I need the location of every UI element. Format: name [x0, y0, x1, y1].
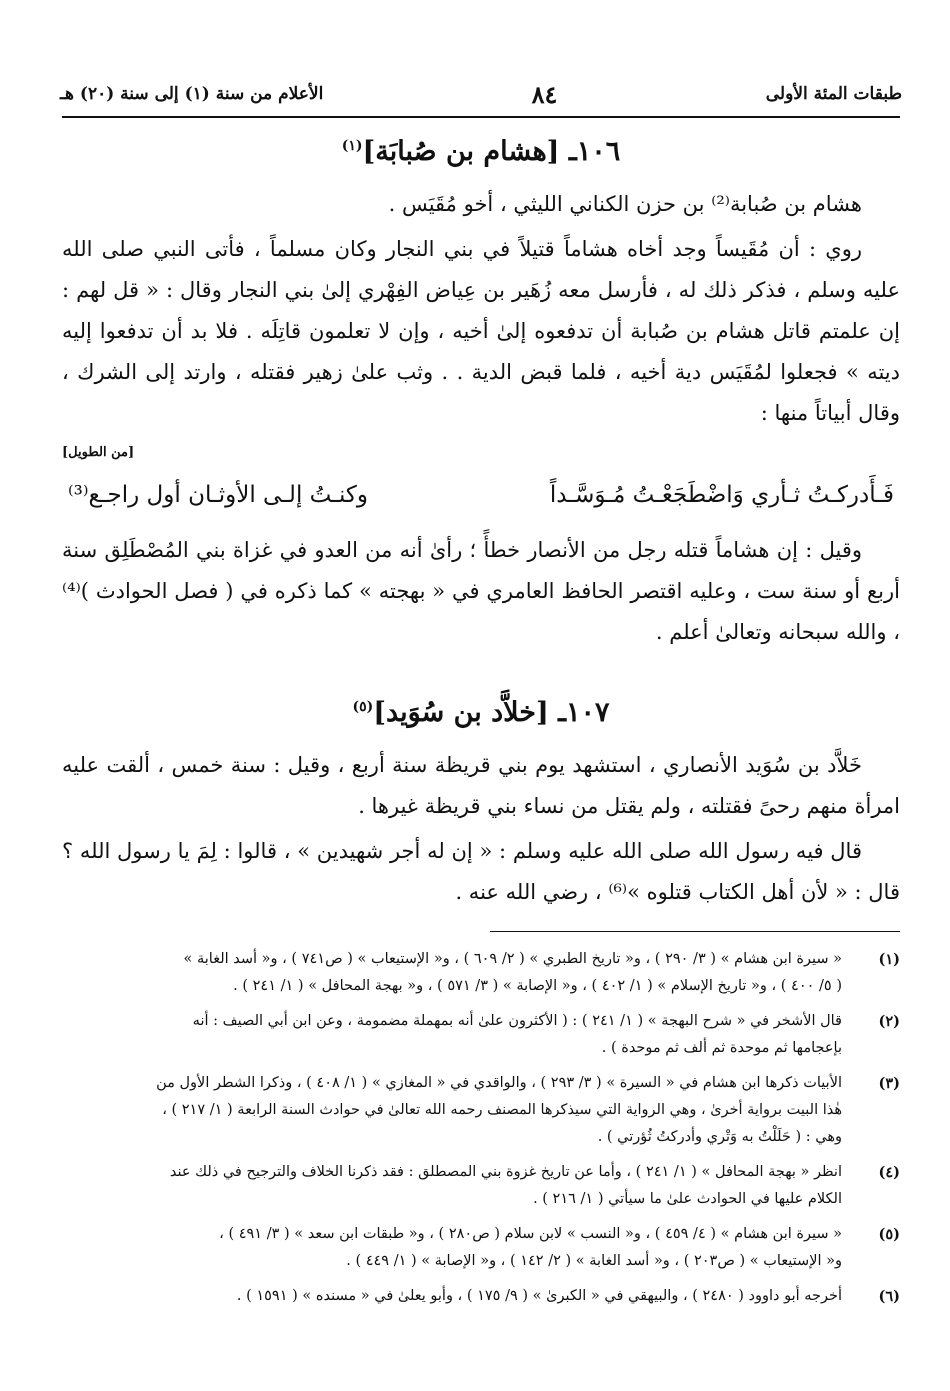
- header-rule: [62, 116, 900, 118]
- footnote: [62, 1008, 900, 1062]
- footnote-line: قال الأشخر في « شرح البهجة » ( ١/ ٢٤١ ) : ( الأكثرون علىٰ أنه بمهملة مضمومة ، وعن ابن أبي الصيف : أنه: [192, 1013, 842, 1029]
- footnote-line: « سيرة ابن هشام » ( ٣/ ٢٩٠ ) ، و« تاريخ الطبري » ( ٢/ ٦٠٩ ) ، و« الإستيعاب » ( ص٧٤١ ) ، و« أسد الغابة »: [183, 951, 842, 967]
- footnote-rule: [490, 931, 900, 932]
- page-number: ٨٤: [531, 79, 558, 109]
- footnote-number: (٤): [878, 1164, 900, 1181]
- verse-second-hemistich: وكنـتُ إلـى الأوثـان أول راجـع⁽³⁾: [68, 482, 368, 508]
- footnote-number: (١): [878, 951, 900, 968]
- footnote-line: الأبيات ذكرها ابن هشام في « السيرة » ( ٣/ ٢٩٣ ) ، والواقدي في « المغازي » ( ١/ ٤٠٨ ) ، وذكرا الشطر الأول من: [156, 1075, 842, 1091]
- footnote-number: (٢): [878, 1013, 900, 1030]
- footnote-line: ( ٥/ ٤٠٠ ) ، و« تاريخ الإسلام » ( ١/ ٤٠٢ ) ، و« الإصابة » ( ٣/ ٥٧١ ) ، و« بهجة المحافل » ( ١/ ٢٤١ ) .: [233, 978, 842, 994]
- page-content: [62, 126, 900, 1318]
- footnote-line: الكلام عليها في الحوادث علىٰ ما سيأتي ( ١/ ٢١٦ ) .: [533, 1191, 842, 1207]
- footnote-line: هٰذا البيت برواية أخرىٰ ، وهي الرواية التي سيذكرها المصنف رحمه الله تعالىٰ في حوادث السنة الرابعة ( ١/ ٢١٧ ) ،: [162, 1102, 842, 1118]
- entry-title-text: ١٠٧ـ [خلاَّد بن سُوَيد]: [373, 697, 610, 728]
- entry-107-hadith: قال فيه رسول الله صلى الله عليه وسلم : « إن له أجر شهيدين » ، قالوا : لِمَ يا رسول الله ؟ قال : « لأن أهل الكتاب قتلوه »⁽⁶⁾ ، رضي الله عنه .: [62, 839, 900, 904]
- footnote-line: و« الإستيعاب » ( ص٢٠٣ ) ، و« أسد الغابة » ( ٢/ ١٤٢ ) ، و« الإصابة » ( ١/ ٤٤٩ ) .: [346, 1253, 842, 1269]
- entry-106-narrative: روي : أن مُقَيساً وجد أخاه هشاماً قتيلاً في بني النجار وكان مسلماً ، فأتى النبي صلى الله عليه وسلم ، فذكر ذلك له ، فأرسل معه زُهَير بن عِياض الفِهْري إلىٰ بني النجار وقال : « قل لهم : إن علمتم قاتل هشام بن صُبابة أن تدفعوه إلىٰ أخيه ، وإن لا تعلمون قاتِلَه . فلا بد أن تدفعوا إليه ديته » فجعلوا لمُقَيَس دية أخيه ، فلما قبض الدية . . وثب علىٰ زهير فقتله ، وارتد إلى الشرك ، وقال أبياتاً منها :: [62, 237, 900, 425]
- footnote-line: وهي : ( حَلَلْتُ به وَتْري وأدركتُ ثُؤرتي ) .: [597, 1129, 842, 1145]
- entry-106-intro: هشام بن صُبابة⁽²⁾ بن حزن الكناني الليثي ، أخو مُقَيَس .: [388, 192, 862, 216]
- footnote-line: انظر « بهجة المحافل » ( ١/ ٢٤١ ) ، وأما عن تاريخ غزوة بني المصطلق : فقد ذكرنا الخلاف والترجيح في ذلك عند: [169, 1164, 842, 1180]
- footnotes: [62, 946, 900, 1310]
- footnote-ref[interactable]: (٥): [352, 699, 374, 715]
- entry-106-closing: وقيل : إن هشاماً قتله رجل من الأنصار خطأً ؛ رأىٰ أنه من العدو في غزاة بني المُصْطَلِق سنة أربع أو سنة ست ، وعليه اقتصر الحافظ العامري في « بهجته » كما ذكره في ( فصل الحوادث )⁽⁴⁾ ، والله سبحانه وتعالىٰ أعلم .: [62, 538, 900, 644]
- entry-title-107: [62, 693, 900, 733]
- running-header: [60, 78, 902, 110]
- entry-107-intro: خَلاَّد بن سُوَيد الأنصاري ، استشهد يوم بني قريظة سنة أربع ، وقيل : سنة خمس ، ألقت عليه امرأة منهم رحىً فقتلته ، ولم يقتل من نساء بني قريظة غيرها .: [62, 753, 900, 818]
- footnote-line: بإعجامها ثم موحدة ثم ألف ثم موحدة ) .: [601, 1040, 842, 1056]
- header-section-title: الأعلام من سنة (١) إلى سنة (٢٠) هـ: [60, 84, 324, 104]
- footnote-line: أخرجه أبو داوود ( ٢٤٨٠ ) ، والبيهقي في « الكبرىٰ » ( ٩/ ١٧٥ ) ، وأبو يعلىٰ في « مسنده » ( ١٥٩١ ) .: [236, 1288, 842, 1304]
- footnote-line: « سيرة ابن هشام » ( ٤/ ٤٥٩ ) ، و« النسب » لابن سلام ( ص٢٨٠ ) ، و« طبقات ابن سعد » ( ٣/ ٤٩١ ) ،: [219, 1226, 842, 1242]
- footnote: [62, 946, 900, 1000]
- verse-first-hemistich: فَـأَدركـتُ ثـأري وَاضْطَجَعْـتُ مُـوَسَّـداً: [549, 482, 894, 508]
- footnote: [62, 1283, 900, 1310]
- footnote: [62, 1221, 900, 1275]
- entry-title-text: ١٠٦ـ [هشام بن صُبابَة]: [362, 136, 621, 167]
- footnote-number: (٥): [878, 1226, 900, 1243]
- footnote-number: (٣): [878, 1075, 900, 1092]
- entry-title-106: [62, 132, 900, 172]
- header-book-title: طبقات المئة الأولى: [765, 84, 902, 104]
- meter-tag: [من الطويل]: [62, 445, 135, 460]
- footnote: [62, 1159, 900, 1213]
- footnote: [62, 1070, 900, 1151]
- poem-verse: [62, 472, 900, 518]
- meter-line: [62, 434, 900, 472]
- footnote-ref[interactable]: (١): [341, 138, 363, 154]
- footnote-number: (٦): [878, 1288, 900, 1305]
